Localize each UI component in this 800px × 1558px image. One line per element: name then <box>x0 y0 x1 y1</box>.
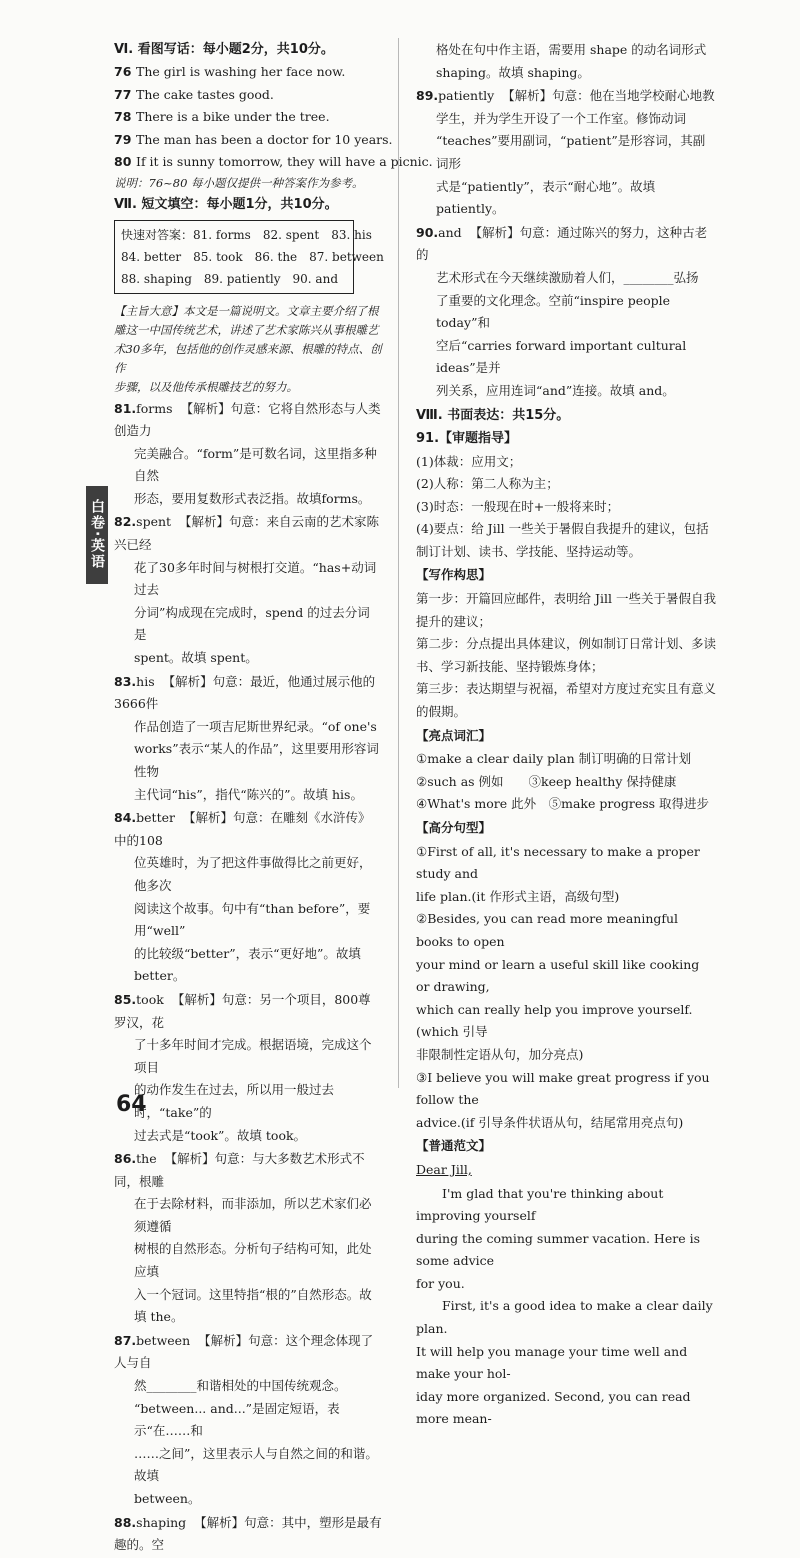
question-number: 81. <box>114 400 137 416</box>
answer-number: 77 <box>114 86 132 102</box>
explanation-item <box>114 398 382 511</box>
explanation-head <box>416 85 716 108</box>
explanation-item <box>114 989 382 1147</box>
question-number: 90. <box>416 224 439 240</box>
left-column <box>114 38 433 1558</box>
essay-line: First, it's a good idea to make a clear daily plan. <box>416 1298 713 1337</box>
answer-word: and <box>438 224 462 240</box>
quick-answer-line: 88. shaping 89. patiently 90. and <box>121 271 338 286</box>
guide-line: (3)时态：一般现在时+一般将来时； <box>416 498 620 514</box>
explanation-head <box>114 989 382 1034</box>
quick-answer-box <box>114 220 384 294</box>
answer-text: The man has been a doctor for 10 years. <box>136 131 393 147</box>
explanation-line: 【解析】句意：最近，他通过展示他的3666件 <box>114 673 376 712</box>
explanation-line: 式是“patiently”，表示“耐心地”。故填 patiently。 <box>436 178 656 217</box>
vocab-title: 【亮点词汇】 <box>416 727 492 743</box>
answer-text: The cake tastes good. <box>136 86 274 102</box>
idea-line: 提升的建议； <box>416 613 492 629</box>
explanation-item <box>114 671 382 807</box>
explanation-head <box>416 222 716 267</box>
explanation-line: 【解析】句意：其中，塑形是最有趣的。空 <box>114 1514 382 1553</box>
explanation-line: 了十多年时间才完成。根据语境，完成这个项目 <box>134 1037 372 1075</box>
sentence-list <box>416 841 716 1135</box>
sentence-line: 非限制性定语从句，加分亮点) <box>416 1046 584 1062</box>
vocab-line: ①make a clear daily plan 制订明确的日常计划 <box>416 751 692 767</box>
explanation-head <box>114 671 382 716</box>
section-7-title: Ⅶ. 短文填空：每小题1分，共10分。 <box>114 196 338 212</box>
explanation-line: 过去式是“took”。故填 took。 <box>134 1127 307 1143</box>
sentence-line: ①First of all, it's necessary to make a proper study and <box>416 843 700 882</box>
answer-row <box>114 151 433 174</box>
explanation-line: 填 the。 <box>134 1309 184 1325</box>
vocab-line: ②such as 例如 ③keep healthy 保持健康 <box>416 773 677 789</box>
question-number: 89. <box>416 88 439 104</box>
explanation-item <box>114 511 382 669</box>
explanation-line: 的比较级“better”，表示“更好地”。故填 better。 <box>134 945 361 984</box>
explanation-line: spent。故填 spent。 <box>134 650 258 666</box>
explanation-line: 作品创造了一项吉尼斯世界纪录。“of one's <box>134 718 377 734</box>
sample-essay <box>416 1183 716 1432</box>
sentence-line: which can really help you improve yourself.(which 引导 <box>416 1001 693 1040</box>
vocab-list <box>416 748 716 816</box>
right-explanations <box>416 85 716 402</box>
idea-line: 第二步：分点提出具体建议，例如制订日常计划、多读 <box>416 636 717 652</box>
explanation-line: 列关系，应用连词“and”连接。故填 and。 <box>436 382 675 398</box>
idea-line: 书、学习新技能、坚持锻炼身体； <box>416 658 604 674</box>
explanation-line: 分词”构成现在完成时，spend 的过去分词是 <box>134 604 370 643</box>
question-91-heading: 91.【审题指导】 <box>416 430 518 446</box>
explanation-line: 在于去除材料，而非添加，所以艺术家们必须遵循 <box>134 1196 372 1234</box>
answer-word: shaping <box>136 1514 187 1530</box>
explanation-line: 【解析】句意：与大多数艺术形式不同，根雕 <box>114 1151 365 1189</box>
sentence-line: advice.(if 引导条件状语从句，结尾常用亮点句) <box>416 1114 684 1130</box>
item-88-continued <box>416 39 716 84</box>
answer-number: 76 <box>114 64 132 79</box>
explanation-line: 【解析】句意：它将自然形态与人类创造力 <box>114 400 381 439</box>
answer-number: 80 <box>114 154 132 169</box>
essay-line: during the coming summer vacation. Here is some advice <box>416 1230 700 1269</box>
explanation-line: 树根的自然形态。分析句子结构可知，此处应填 <box>134 1241 372 1280</box>
sentence-line: your mind or learn a useful skill like cooking or drawing, <box>416 956 700 995</box>
explanation-head <box>114 511 382 556</box>
explanation-line: 主代词“his”，指代“陈兴的”。故填 his。 <box>134 786 363 802</box>
question-number: 86. <box>114 1151 137 1167</box>
essay-line: for you. <box>416 1275 465 1291</box>
answer-text: The girl is washing her face now. <box>136 64 346 79</box>
explanation-line: 然________和谐相处的中国传统观念。 <box>134 1378 347 1394</box>
explanation-line: works”表示“某人的作品”，这里要用形容词性物 <box>134 741 379 779</box>
answer-word: forms <box>136 400 173 416</box>
explanation-item <box>114 807 382 988</box>
answer-number: 79 <box>114 131 132 147</box>
answer-word: between <box>136 1332 191 1348</box>
guide-line: (4)要点：给 Jill 一些关于暑假自我提升的建议，包括 <box>416 521 709 537</box>
question-number: 88. <box>114 1514 137 1530</box>
sentence-line: ③I believe you will make great progress if you follow the <box>416 1069 710 1108</box>
guide-line: (2)人称：第二人称为主； <box>416 476 559 492</box>
writing-guide <box>416 451 716 564</box>
sentence-line: ②Besides, you can read more meaningful books to open <box>416 911 679 949</box>
section-8-title: Ⅷ. 书面表达：共15分。 <box>416 407 570 423</box>
explanation-item <box>114 1512 382 1557</box>
explanation-item <box>416 222 716 403</box>
question-number: 82. <box>114 514 137 530</box>
idea-line: 第一步：开篇回应邮件，表明给 Jill 一些关于暑假自我 <box>416 591 716 607</box>
left-explanations <box>114 398 382 1557</box>
essay-line: It will help you manage your time well and make your hol- <box>416 1343 688 1382</box>
explanation-line: 花了30多年时间与树根打交道。“has+动词过去 <box>134 559 377 598</box>
section-6-note: 说明：76~80 每小题仅提供一种答案作为参考。 <box>114 175 364 190</box>
explanation-line: 完美融合。“form”是可数名词，这里指多种自然 <box>134 445 377 484</box>
vocab-line: ④What's more 此外 ⑤make progress 取得进步 <box>416 796 710 812</box>
sentence-line: life plan.(it 作形式主语，高级句型) <box>416 888 620 904</box>
explanation-line: 【解析】句意：来自云南的艺术家陈兴已经 <box>114 514 380 553</box>
explanation-line: 的动作发生在过去，所以用一般过去时，“take”的 <box>134 1082 335 1120</box>
sentence-title: 【高分句型】 <box>416 820 492 835</box>
essay-title: 【普通范文】 <box>416 1138 492 1154</box>
explanation-item <box>114 1148 382 1329</box>
explanation-head <box>114 1512 382 1557</box>
explanation-line: 艺术形式在今天继续激励着人们，________弘扬 <box>436 269 699 285</box>
explanation-item <box>416 85 716 221</box>
section-6-title: Ⅵ. 看图写话：每小题2分，共10分。 <box>114 42 334 57</box>
question-number: 87. <box>114 1332 137 1348</box>
answer-row <box>114 129 393 152</box>
quick-answer-line: 快速对答案：81. forms 82. spent 83. his <box>121 227 372 242</box>
explanation-line: 学生，并为学生开设了一个工作室。修饰动词 <box>436 110 687 126</box>
question-number: 85. <box>114 991 137 1007</box>
answer-word: the <box>136 1151 157 1167</box>
main-idea-line: 【主旨大意】本文是一篇说明文。文章主要介绍了根 <box>114 303 379 318</box>
explanation-head <box>114 1148 382 1193</box>
explanation-line: 【解析】句意：另一个项目，800尊罗汉，花 <box>114 991 371 1030</box>
explanation-line: 格处在句中作主语，需要用 shape 的动名词形式 <box>436 42 707 57</box>
explanation-line: 【解析】句意：他在当地学校耐心地教 <box>502 88 715 104</box>
question-number: 83. <box>114 673 137 689</box>
answer-word: patiently <box>438 88 495 104</box>
main-idea-line: 雕这一中国传统艺术，讲述了艺术家陈兴从事根雕艺 <box>114 322 379 337</box>
quick-answer-line: 84. better 85. took 86. the 87. between <box>121 249 384 264</box>
answer-text: If it is sunny tomorrow, they will have a picnic. <box>136 154 433 169</box>
main-idea-line: 步骤，以及他传承根雕技艺的努力。 <box>114 379 298 394</box>
explanation-line: 【解析】句意：通过陈兴的努力，这种古老的 <box>416 224 708 263</box>
answer-word: his <box>136 673 155 689</box>
explanation-line: “between... and...”是固定短语，表示“在……和 <box>134 1400 340 1439</box>
column-divider <box>398 38 399 1088</box>
explanation-item <box>114 1330 382 1511</box>
main-idea <box>114 302 382 397</box>
answer-row <box>114 61 382 84</box>
answer-row <box>114 106 382 129</box>
explanation-line: 形态，要用复数形式表泛指。故填forms。 <box>134 490 371 506</box>
answer-row <box>114 84 382 107</box>
answer-word: better <box>136 810 175 826</box>
answer-word: took <box>136 991 164 1007</box>
explanation-line: 【解析】句意：在雕刻《水浒传》中的108 <box>114 810 371 848</box>
explanation-line: 空后“carries forward important cultural ideas”是并 <box>436 337 687 376</box>
explanation-line: 阅读这个故事。句中有“than before”，要用“well” <box>134 900 371 939</box>
guide-line: (1)体裁：应用文； <box>416 453 522 469</box>
idea-line: 的假期。 <box>416 704 467 720</box>
right-column <box>416 38 716 1432</box>
explanation-line: ……之间”，这里表示人与自然之间的和谐。故填 <box>134 1445 378 1484</box>
explanation-line: between。 <box>134 1491 201 1506</box>
explanation-line: shaping。故填 shaping。 <box>436 64 590 80</box>
idea-title: 【写作构思】 <box>416 567 492 583</box>
essay-line: iday more organized. Second, you can read more mean- <box>416 1388 691 1427</box>
explanation-line: 【解析】句意：这个理念体现了人与自 <box>114 1332 374 1371</box>
essay-line: I'm glad that you're thinking about improving yourself <box>416 1185 664 1224</box>
answer-word: spent <box>136 514 172 530</box>
explanation-line: 位英雄时，为了把这件事做得比之前更好，他多次 <box>134 855 372 893</box>
explanation-head <box>114 1330 382 1375</box>
explanation-line: 入一个冠词。这里特指“根的”自然形态。故 <box>134 1286 372 1302</box>
explanation-line: 了重要的文化理念。空前“inspire people today”和 <box>436 292 671 331</box>
explanation-head <box>114 807 382 852</box>
main-idea-line: 术30多年，包括他的创作灵感来源、根雕的特点、创作 <box>114 341 382 375</box>
guide-line: 制订计划、读书、学技能、坚持运动等。 <box>416 543 642 559</box>
question-number: 84. <box>114 810 137 826</box>
essay-greeting: Dear Jill, <box>416 1161 472 1177</box>
answer-text: There is a bike under the tree. <box>136 109 330 124</box>
page-number: 64 <box>116 1092 147 1117</box>
answer-number: 78 <box>114 109 132 124</box>
writing-ideas <box>416 588 716 724</box>
explanation-head <box>114 398 382 443</box>
subject-side-tab: 白卷·英语 <box>86 486 108 584</box>
idea-line: 第三步：表达期望与祝福，希望对方度过充实且有意义 <box>416 681 717 697</box>
explanation-line: “teaches”要用副词，“patient”是形容词，其副词形 <box>436 133 706 171</box>
